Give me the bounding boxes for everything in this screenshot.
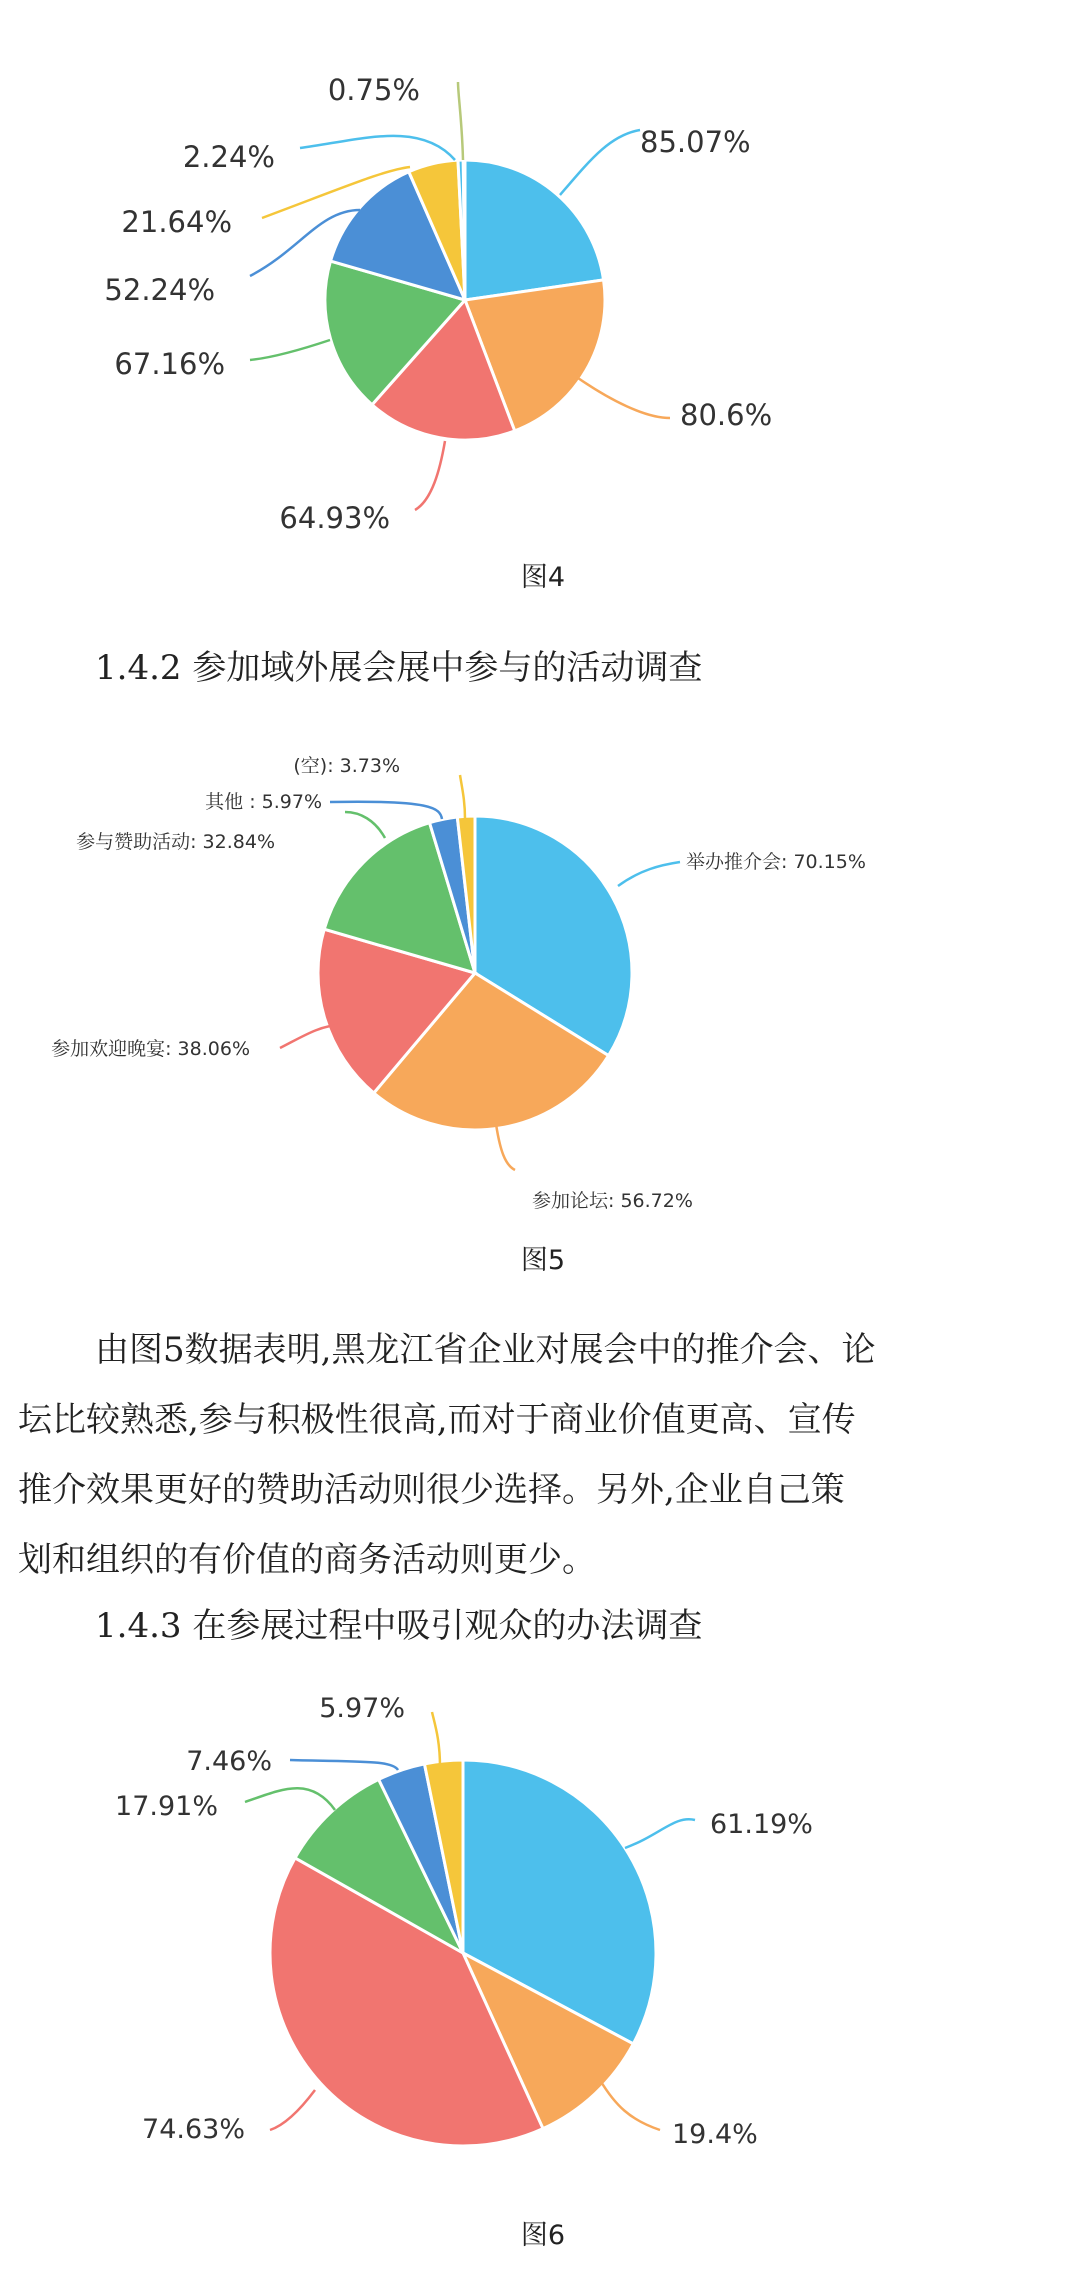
figure-4-data-label: 21.64% (121, 205, 232, 239)
section-heading-1-4-2: 1.4.2 参加域外展会展中参与的活动调查 (95, 648, 703, 688)
figure-5-pie (0, 720, 1086, 1230)
figure-6-data-label: 74.63% (142, 2114, 245, 2145)
figure-4-data-label: 0.75% (327, 73, 420, 107)
figure-5-leader-line (460, 775, 465, 819)
section-heading-1-4-3: 1.4.3 在参展过程中吸引观众的办法调查 (95, 1606, 703, 1646)
figure-4-caption: 图4 (520, 562, 566, 593)
figure-5-leader-line (330, 802, 442, 819)
figure-5-chart (0, 720, 1086, 1230)
figure-4-pie (0, 0, 1086, 550)
paragraph-line: 坛比较熟悉,参与积极性很高,而对于商业价值更高、宣传 (18, 1400, 856, 1440)
figure-6-leader-line (245, 1788, 335, 1810)
figure-6-data-label: 61.19% (710, 1809, 813, 1840)
figure-4-slice (465, 160, 604, 300)
figure-5-caption: 图5 (520, 1245, 566, 1276)
figure-5-leader-line (618, 862, 680, 886)
figure-5-data-label: (空): 3.73% (293, 755, 400, 777)
figure-5-leader-line (345, 812, 385, 838)
figure-4-leader-line (578, 378, 670, 418)
figure-5-leader-line (496, 1124, 515, 1170)
figure-6-leader-line (625, 1819, 695, 1848)
figure-4-leader-line (560, 130, 640, 195)
figure-6-leader-line (600, 2080, 660, 2130)
figure-4-leader-line (415, 441, 445, 510)
figure-6-data-label: 17.91% (115, 1791, 218, 1822)
figure-4-data-label: 64.93% (279, 501, 390, 535)
figure-4-data-label: 80.6% (680, 398, 773, 432)
figure-4-data-label: 52.24% (104, 273, 215, 307)
figure-4-data-label: 85.07% (640, 125, 751, 159)
figure-6-chart (0, 1670, 1086, 2210)
figure-6-data-label: 5.97% (319, 1693, 405, 1724)
figure-5-data-label: 举办推介会: 70.15% (686, 851, 866, 873)
figure-4-chart (0, 0, 1086, 550)
figure-6-pie (0, 1670, 1086, 2210)
figure-4-leader-line (250, 340, 330, 360)
figure-6-data-label: 7.46% (186, 1746, 272, 1777)
figure-4-data-label: 2.24% (182, 140, 275, 174)
figure-6-leader-line (290, 1760, 398, 1770)
paragraph-line: 推介效果更好的赞助活动则很少选择。另外,企业自己策 (18, 1470, 845, 1510)
analysis-paragraph (18, 1315, 918, 1595)
figure-4-data-label: 67.16% (114, 347, 225, 381)
figure-6-leader-line (270, 2090, 315, 2130)
figure-4-leader-line (300, 136, 455, 160)
figure-6-leader-line (432, 1712, 440, 1767)
figure-5-data-label: 参加论坛: 56.72% (532, 1190, 693, 1212)
figure-5-data-label: 参与赞助活动: 32.84% (76, 831, 275, 853)
paragraph-line: 由图5数据表明,黑龙江省企业对展会中的推介会、论 (95, 1330, 876, 1370)
figure-6-data-label: 19.4% (672, 2119, 758, 2150)
figure-5-data-label: 其他 : 5.97% (205, 791, 322, 813)
figure-5-data-label: 参加欢迎晚宴: 38.06% (51, 1038, 250, 1060)
figure-4-leader-line (458, 82, 463, 160)
figure-6-caption: 图6 (520, 2220, 566, 2251)
figure-4-slice (463, 160, 465, 300)
paragraph-line: 划和组织的有价值的商务活动则更少。 (18, 1540, 596, 1580)
